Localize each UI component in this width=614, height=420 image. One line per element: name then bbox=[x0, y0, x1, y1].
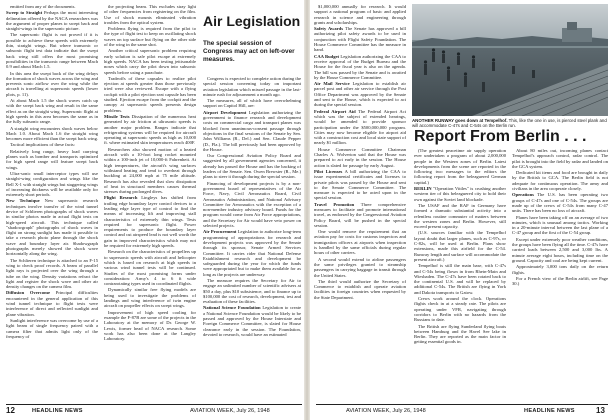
paragraph bbox=[314, 26, 406, 52]
subhead: Flight Research bbox=[104, 195, 138, 201]
subhead: National Science Foundation bbox=[203, 305, 261, 311]
paragraph bbox=[414, 186, 506, 202]
paragraph bbox=[6, 171, 98, 197]
paragraph-text: New supersonic research techniques involve transfer of the wind tunnel device of Schlieren photographs of shock waves in similar photos made in actual flight tests on high-speed aircraft. This technique called "shadowgraph" photographs of shock waves in flight on strong sunlight has made it possible to take a research photo plane through the shock wave and boundary layer air. Shadowgraph photographs merely showed the shock wave horizontally along the wing. bbox=[6, 198, 98, 257]
paragraph bbox=[203, 153, 301, 179]
paragraph bbox=[104, 195, 196, 248]
subhead: Air Procurement bbox=[203, 229, 237, 235]
paragraph bbox=[6, 290, 98, 316]
paragraph bbox=[314, 81, 406, 107]
paragraph-text: One would remove the requirement that an aviation pay for costs for customs inspectors and immigration officers at airports when inspection is handled by the same officials during regular hours of other carriers. bbox=[314, 229, 406, 256]
subhead: Diffusion Overcome bbox=[6, 290, 50, 296]
paragraph bbox=[6, 71, 98, 97]
page-number-right: 13 bbox=[596, 406, 605, 415]
paragraph-text: (The greatest peacetime air supply operation ever undertaken a program of about 2,000,000 people in the Western zones of Berlin. Latest developments from the scene are reported in the following two messages to the editors the following report from the beleaguered German capital.) bbox=[414, 148, 506, 185]
paragraph bbox=[6, 198, 98, 256]
paragraph-text: Legislation to create a National Science Foundation would be likely to be passed and approved by the House Interstate and Foreign Commerce Committee, is slated for House clearance early in the session. The Foundation, devoted to research, would have an estimated bbox=[203, 305, 301, 337]
paragraph-text: Ultra-sonic small interceptor types will use straight-wing configuration and wings like the Bell X-1 with straight wings but staggering wings of increasing thickness will be available only for extremely short periods. bbox=[6, 170, 98, 198]
subhead: Travel Promotion bbox=[314, 201, 355, 207]
paragraph bbox=[104, 48, 196, 74]
paragraph-text: Research on the characteristics of propellers up to supersonic speeds with aircraft and helicopter which is based on research at high speeds in various wind tunnel tests will be continued. Studies of the most promising forms under consideration: Army's 4 to 6 ft wide contrarotating types used in coordinated flights. bbox=[104, 249, 196, 287]
subhead: Pilot Licenses bbox=[314, 168, 343, 174]
paragraph bbox=[512, 192, 608, 213]
paragraph bbox=[314, 4, 406, 25]
paragraph-text: Congress is expected to complete action during the special session convening today on important aviation legislation which missed passage in the last-minute rush for adjournment a month ago. bbox=[203, 76, 301, 97]
paragraph bbox=[6, 10, 98, 31]
paragraph-text: A straight wing encounters shock waves below Mach 1.0. About Mach 1.6 the straight wing becomes more efficient than the swept back wing. bbox=[6, 125, 98, 142]
paragraph bbox=[104, 4, 196, 25]
paragraph-text: Planes have been taking off on an average of two minutes, which is unusual among tactics. Working in a 20-minute interval between the last plane of a C-47 group and the first of the C-54 group. bbox=[512, 214, 608, 236]
page-number-left: 12 bbox=[6, 406, 15, 415]
paragraph bbox=[104, 114, 196, 146]
subhead: Operations bbox=[512, 192, 534, 198]
paragraph bbox=[6, 32, 98, 69]
paragraph-text: Sunlight interference was overcome by use of a light beam of single frequency paired with a camera filter that admits light only of the frequency of bbox=[6, 317, 98, 339]
subhead: Safety Awards bbox=[314, 26, 344, 32]
article-column-2 bbox=[104, 4, 196, 403]
paragraph bbox=[512, 215, 608, 236]
paragraph-text: In this area the swept back of the wing delays the formation of shock waves across the wing and prevents sonic airflow over the wing while the aircraft is travelling at supersonic speeds (lower plots, p. 11). bbox=[6, 70, 98, 97]
paragraph-text: Tradeoffs of these capsules to realize pilot ejection at speeds greater than those previously tried were also reviewed. Escape with a flying cockpit with a pilot ejection seat capsule has been studied. Ejection escape from the cockpit and the canopy at supersonic speeds presents design problems. bbox=[104, 75, 196, 113]
paragraph-text: A bill authorizing the CAA to issue experimental certificates and licenses to private pilots was passed by the House and sent to the Senate Commerce Committee. The measure is expected to be acted upon in the special session. bbox=[314, 168, 406, 201]
photo-caption-text: This, like the one in use, is pierced steel plank and will accommodate C-47s and C-54s on the Berlin run. bbox=[412, 118, 607, 129]
paragraph bbox=[6, 126, 98, 142]
paragraph bbox=[512, 148, 608, 169]
subhead: BERLIN bbox=[414, 186, 432, 192]
paragraph-text: The measure requires the Secretary for Air to engage an unlimited number of scientific advisers at $50 a day, plus $10 subsistence, and to finance up to $100,000 the cost of research, development, test and evaluation of these facilities. bbox=[203, 277, 301, 305]
article-column-5 bbox=[414, 148, 506, 403]
paragraph bbox=[203, 98, 301, 109]
issue-date-right: AVIATION WEEK, July 26, 1948 bbox=[346, 408, 426, 414]
subhead: Sweep to Straight bbox=[6, 10, 43, 16]
paragraph-text: At about Mach 1.5 the shock waves catch up with the swept back wing and result in the same effect as on the straight wing. Supersonic flight at high speeds in this area becomes the same as in the fully subsonic range. bbox=[6, 98, 98, 125]
article-deck: The special session of Congress may act on left-over measures. bbox=[203, 40, 295, 63]
paragraph-text: "Operation Vittles" is crushing another western tier of this beleaguered city to hold their own against the Soviet land blockade. bbox=[414, 186, 506, 202]
paragraph-text: emitted from any of the documents. bbox=[10, 4, 76, 9]
article-column-3 bbox=[203, 76, 301, 403]
paragraph-text: Another critical supersonic problem requiring early solution is safe pilot escape at extremely high speeds. NACA has been testing jettisonable noses which carry the pilot down into subsonic speeds before using a parachute. bbox=[104, 48, 196, 75]
paragraph-text: Problems flying is required from the pilot to the type of flight test to keep on oscillating shock waves on top surface but flying on the other side of the wing in the same shot. bbox=[104, 26, 196, 48]
paragraph bbox=[512, 170, 608, 191]
paragraph bbox=[314, 109, 406, 146]
paragraph-text: Financing of development projects is by a non-government board of representatives of the Air Force, Navy, Civil Aeronautics Board, Civil Aeronautics Administration, and National Advisory Committee for Aeronautics with the exception of a non-member industry advisory board. Funds for the program would come from Air Force appropriations, and the Secretary for Air would have veto power on selected projects. bbox=[203, 180, 301, 229]
paragraph-text: About 80 miles out, incoming planes contact Tempelhof's approach control, radar control. The pilot is brought into the field by radar and landed on the GCA system. bbox=[512, 148, 608, 169]
paragraph-text: Perhaps the most interesting delineation offered by the NACA researchers was the argument of proper planes to swept back and straight-wings in the supersonic picture. bbox=[6, 10, 98, 32]
paragraph bbox=[203, 181, 301, 229]
paragraph bbox=[314, 257, 406, 278]
paragraph-text: Approximately 3,000 tons daily on the return flights. bbox=[512, 264, 608, 275]
paragraph bbox=[104, 76, 196, 113]
page-gutter bbox=[304, 0, 310, 420]
subhead: CAA Budget bbox=[314, 53, 340, 59]
paragraph bbox=[414, 296, 506, 322]
runway-photo bbox=[412, 4, 608, 116]
paragraph bbox=[414, 263, 506, 295]
paragraph-text: The USAF and the RAF in Germany have formed a dramatic substantial activity into a relentless routine commuter of matters between the western zones and Berlin. However, still exceed present capacity. bbox=[414, 202, 506, 230]
paragraph-text: The Schlieren technique is attached to an F-15 wing to check proof records. A beam of parallel light rays is projected over the wing through a tube on the wing. Density variations refract the light and register the shock wave and other air density changes on the camera film. bbox=[6, 257, 98, 290]
paragraph-text: Improvement of high speed cooling for example the F-87B are some of the projects in the Laboratory at the memory of Dr. George W. Lewis, former head of NACA research. Some work has also been done at the Langley Laboratory. bbox=[104, 309, 196, 342]
paragraph-text: Researchers also showed motion of a heated aircraft with a 10-foot long rocket mounted within a 100-inch jet of 10,000-ft Fahrenheit. At high temperatures, the aircraft's wing surfaces withstand heating and tend to overheat through buckling at 24,000 mph at 75 mile altitude. Research has also revealed that slow dissipation of heat in structural members causes thermal stresses during prolonged dives. bbox=[104, 146, 196, 195]
paragraph-text: Lingleys has shifted from trailing edge boundary layer control devices to a leading edge layer type of control to find the means of increasing lift and improving stall characteristics of extremely thin wings. Tests required for supersonic flight. Power requirements to produce the boundary layer control and cut airspeed lead is not well worth the gain in improved characteristics which may not be required for extremely high speeds. bbox=[104, 195, 196, 249]
article-column-1 bbox=[6, 4, 98, 403]
paragraph bbox=[203, 110, 301, 152]
paragraph-text: The supersonic flight is not proved if it is possible to achieve these speeds with extremely thin, straight wings. But where transonic or subsonic flight test data indicate that the swept back wing still offers the most promising possibilities in the transonic range between Mach 0.9 and about Mach 1.5. bbox=[6, 32, 98, 70]
paragraph bbox=[104, 287, 196, 308]
subhead: Air Mail Service bbox=[314, 81, 350, 87]
paragraph-text: Tempelhof is still the main base, with C-47s and C-54s being flown in from Rhein-Main and Wiesbaden. The C-47s have been rotated back to the continental U.S. and will be replaced by additional C-54s. The British are flying in York and Dakota transports to Gatow. bbox=[414, 263, 506, 295]
paragraph-text: Dissipation of the numerous heat generated by air friction at ultrasonic speeds is another major problem. Ranges indicate that refrigerating systems will be required for aircraft operating at supersonic speeds as high as 10,000 ft. where estimated skin temperatures reach 400F. bbox=[104, 113, 196, 146]
paragraph-text: A second would extend to airline passengers the same privileges granted to steamship passengers in carrying baggage in transit through the United States. bbox=[314, 256, 406, 278]
paragraph-text: The British are flying Sunderland flying boats between Hamburg and the Havel See lake in Berlin. They are reported as the main factor in getting essential goods in. bbox=[414, 323, 506, 345]
article-column-6 bbox=[512, 148, 608, 403]
paragraph bbox=[203, 278, 301, 304]
paragraph-text: $1,000,000 annually for research. It would support a national program of basic and applied research in science and engineering through grants and scholarships. bbox=[314, 4, 406, 25]
paragraph-text: House Commerce Committee Chairman Charles A. Wolverton said that the House was prepared to act early in the session. The House action is slated for passage by early August. bbox=[314, 146, 406, 168]
paragraph-text: The third would authorize the Secretary of Commerce to establish and operate aviation facilities in foreign countries when requested by the State Department. bbox=[314, 278, 406, 300]
paragraph-text: Tactical implications of these facts: bbox=[10, 142, 75, 148]
paragraph-text: The U.S. has been operating two groups of C-47s and one of C-54s. The groups are made up of the crews of C-54s from many C-47 units. There has been no loss of aircraft. bbox=[512, 192, 608, 214]
paragraph-text: Relatively long range, heavy load carrying planes such as bomber and transports optimized for high speed range will feature swept back wings. bbox=[6, 148, 98, 170]
subhead: Airport Development bbox=[203, 109, 247, 115]
photo-caption bbox=[412, 118, 608, 128]
paragraph bbox=[203, 305, 301, 337]
paragraph-text: The Senate has approved a bill authorizing pilot safety awards to be used in conjunction with Flight Safety Foundation. The House Commerce Committee has the measure in hand. bbox=[314, 26, 406, 53]
paragraph bbox=[6, 149, 98, 170]
paragraph bbox=[6, 258, 98, 290]
footer-right bbox=[316, 405, 608, 417]
paragraph-text: Legislation authorizing the CAA to receive approval of the Budget Bureau and the House for the fiscal year is also on the agenda. The bill was passed by the Senate and is awaited by the House Commerce Committee. bbox=[314, 53, 406, 80]
paragraph bbox=[104, 310, 196, 342]
paragraph-text: Dynamically similar free flying models are being used to investigate the problems of landings and wing interference of twin engine aircraft on propeller effects on swept wings. bbox=[104, 287, 196, 309]
subhead: New Technique bbox=[6, 198, 40, 204]
section-label-right: HEADLINE NEWS bbox=[524, 408, 575, 414]
paragraph-text: Legislation to authorize long-term programming of appropriations for research and development projects was approved by the Senate through its sponsor, Senate Armed Services Committee. It carries rider that National Defense Establishment research and development be safeguarded during the year for which the funds were appropriated but to make them available for as long as the projects are underway. bbox=[203, 229, 301, 277]
paragraph-text: Legislation authorizing the government to finance research and development costs on commercial cargo and transport planes was blocked from unanimous-consent passage through objections in the final sessions of the Senate by Sen. John Williams (R., Del.) and Sen. Claude Pepper (D., Fla.). The bill previously had been approved by the House. bbox=[203, 109, 301, 152]
paragraph bbox=[203, 76, 301, 97]
paragraph bbox=[104, 26, 196, 47]
paragraph bbox=[6, 142, 98, 147]
paragraph bbox=[512, 276, 608, 287]
paragraph-text: (U.S. sources familiar with the Tempelhof layout doubt that larger planes, such as C-97s, or C-82s, will be used at Berlin. Plans show extensions, made this airfield for the C-54. Runway length and surface will accommodate the present aircraft.) bbox=[414, 230, 506, 262]
paragraph bbox=[414, 203, 506, 229]
paragraph bbox=[104, 249, 196, 286]
paragraph bbox=[314, 279, 406, 300]
paragraph-text: the projecting beam. This excludes stray light of other frequencies from registering on the film. Use of shock mounts eliminated vibration troubles from the optical system. bbox=[104, 4, 196, 25]
paragraph bbox=[314, 202, 406, 228]
paragraph-text: Principal difficulties encountered in the general application of this wind tunnel technique to flight tests were interference of direct and reflected sunlight and plane vibration. bbox=[6, 290, 98, 317]
paragraph-text: For a French view of the Berlin airlift, see Page 30.) bbox=[512, 275, 608, 287]
paragraph-text: Legislation to establish air parcel post and other air service through the Post Office Department was approved by the Senate and sent to the House, which is expected to act during the special session. bbox=[314, 81, 406, 108]
paragraph bbox=[104, 147, 196, 195]
paragraph bbox=[414, 230, 506, 262]
paragraph bbox=[203, 229, 301, 277]
paragraph bbox=[6, 318, 98, 339]
paragraph bbox=[414, 324, 506, 345]
photo-caption-lead: ANOTHER RUNWAY goes down at Tempelhof. bbox=[412, 118, 508, 123]
paragraph-text: The Federal Airport Act which was the subject of extended hearings, would be amended to provide sponsor participation under the $500,000,000 program. Cities may now become eligible for airport aid with a construction cost and local state support of nearly $1 million. bbox=[314, 108, 406, 146]
runway-photo-image bbox=[412, 4, 608, 116]
footer-left bbox=[6, 405, 302, 417]
article-column-4 bbox=[314, 4, 406, 403]
paragraph bbox=[6, 98, 98, 124]
paragraph bbox=[314, 147, 406, 168]
section-label-left: HEADLINE NEWS bbox=[32, 408, 83, 414]
article-headline-report-from-berlin: Report From Berlin . . . bbox=[414, 128, 587, 145]
article-headline-air-legislation: Air Legislation bbox=[203, 13, 301, 29]
issue-date-left: AVIATION WEEK, July 26, 1948 bbox=[190, 408, 270, 414]
paragraph-text: Our Congressional Aviation Policy Board and suggested by all government agencies concerned, it already has passed the House and has the backing of leaders of the Senate. Sen. Owen Brewster (R., Me.) plans to steer it through during the special session. bbox=[203, 153, 301, 180]
paragraph bbox=[6, 4, 98, 9]
paragraph bbox=[314, 54, 406, 80]
paragraph-text: Dedicated kit items and food are brought in daily by the British to GCA. The Berlin field is not adequate for continuous operation. The army and civilians in the area cooperate closely. bbox=[512, 170, 608, 192]
paragraph bbox=[512, 237, 608, 263]
paragraph-text: Crews work around the clock. Operations flights check in at a steady rate. The pilots are operating under VFR, navigating through corridors to Berlin with no hazards from the Russians to date. bbox=[414, 296, 506, 323]
paragraph bbox=[314, 169, 406, 201]
paragraph-text: The measures, all of which have overwhelming support on Capitol Hill, are: bbox=[203, 98, 301, 109]
paragraph bbox=[512, 264, 608, 275]
subhead: Federal Airport Aid bbox=[314, 108, 356, 114]
paragraph bbox=[314, 229, 406, 255]
subhead: Missile Tests bbox=[104, 113, 130, 119]
paragraph-text: Except under extremely poor weather conditions, the groups have been flying all the time. C-47s have carried loads between 2,500 and 3,000 lbs. A minute average eight hours, including time on the ground. Capacity and coal are being kept current. bbox=[512, 236, 608, 263]
paragraph bbox=[414, 148, 506, 185]
paragraph-text: Three comprehensive measures to facilitate and promote international travel, as endorsed by the Congressional Aviation Policy Board, will be pushed in the special session. bbox=[314, 201, 406, 228]
